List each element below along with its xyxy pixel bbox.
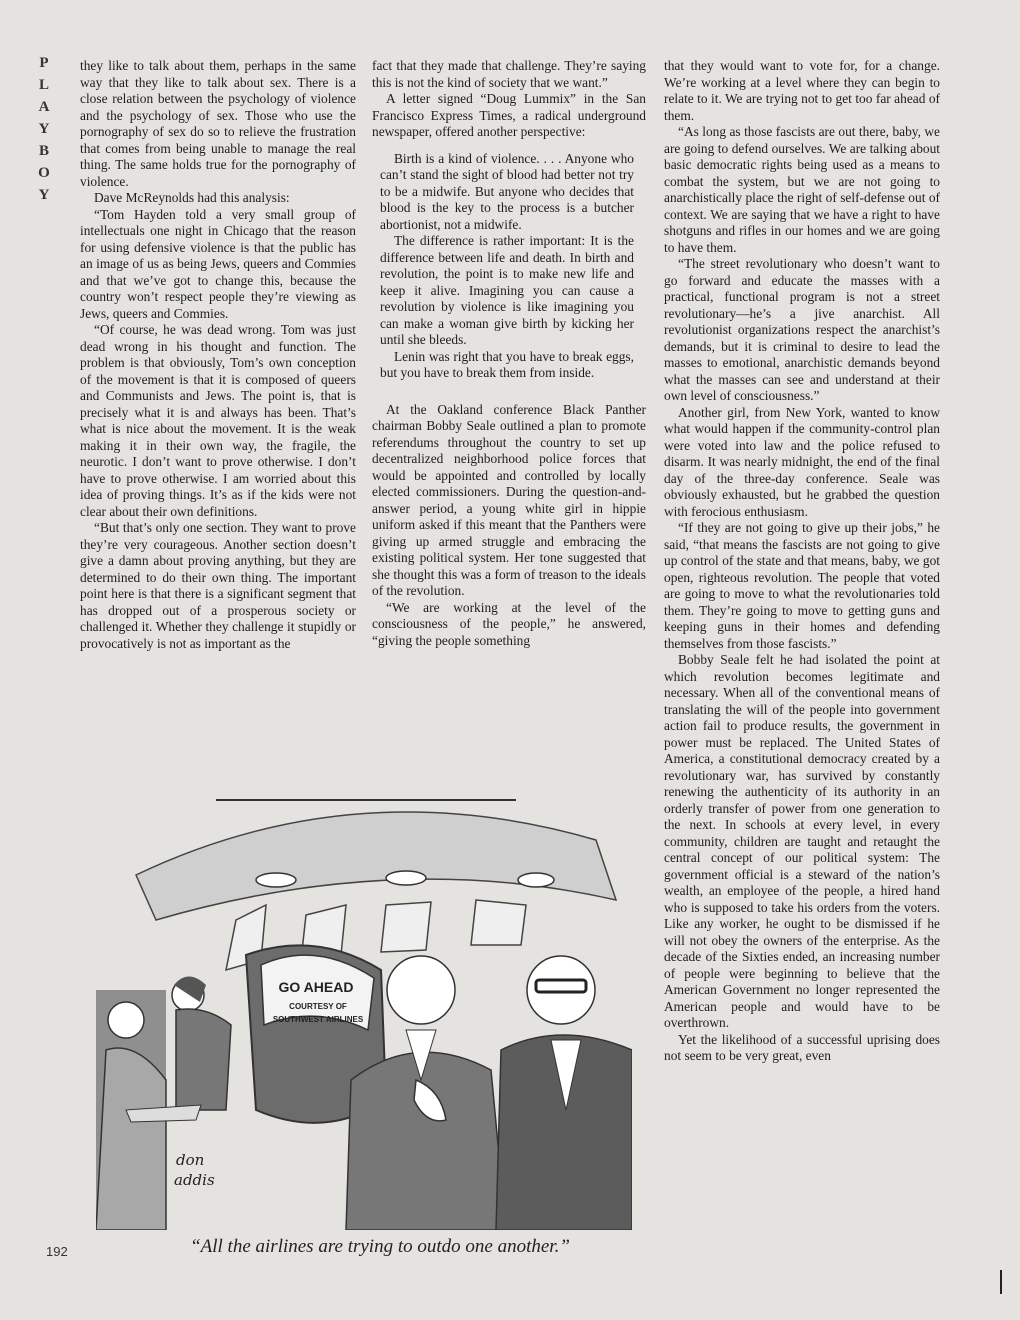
paragraph: they like to talk about them, perhaps in the same way that they like to talk about sex. There is a close relation between the psychology of violence and the psychology of sex. Those who use the pornography of sex do so to relieve the frustration that comes from being unable to manage the real thing. The same holds true for the pornography of violence. <box>80 58 356 189</box>
paragraph: “If they are not going to give up their jobs,” he said, “that means the fascists are not going to give up control of the state and that means, baby, we got open, righteous revolution. The people that voted are going to move to what the revolutionaries told them. They’re going to move to getting guns and keeping guns in their homes and defending themselves from those fascists.” <box>664 520 940 651</box>
paragraph: Yet the likelihood of a successful uprising does not seem to be very great, even <box>664 1031 940 1063</box>
paragraph: that they would want to vote for, for a change. We’re working at a level where they can begin to relate to it. We are trying not to get too far ahead of them. <box>664 58 940 123</box>
magazine-letter: O <box>38 165 50 181</box>
cartoon-illustration <box>96 780 632 1230</box>
margin-mark <box>1000 1270 1002 1294</box>
quote-paragraph: Birth is a kind of violence. . . . Anyone who can’t stand the sight of blood had better not try to be a midwife. But anyone who decides that blood is the key to the process is a butcher abortionist, not a midwife. <box>380 150 634 232</box>
sign-text: GO AHEAD <box>278 979 354 995</box>
magazine-letter: L <box>38 77 49 93</box>
paragraph: “But that’s only one section. They want to prove they’re very courageous. Another section doesn’t give a damn about proving anything, but they are determined to do their own thing. The important point here is that there is a significant segment that has dropped out of a prosperous society or challenged it. Whether they challenge it stupidly or provocatively is not as important as the <box>80 520 356 651</box>
paragraph: “Tom Hayden told a very small group of intellectuals one night in Chicago that the reason for using defensive violence is that the public has an image of us as being Jews, queers and Commies and that we’ve got to change this, because the country won’t respect people they’re viewing as Jews, queers and Commies. <box>80 206 356 321</box>
paragraph: “We are working at the level of the consciousness of the people,” he answered, “giving the people something <box>372 599 646 648</box>
quote-paragraph: Lenin was right that you have to break eggs, but you have to break them from inside. <box>380 348 634 380</box>
paragraph: Another girl, from New York, wanted to know what would happen if the community-control plan were voted into law and the police refused to disarm. It was nearly midnight, the end of the final day of the three-day conference. Seale was obviously exhausted, but he grabbed the question with ferocious enthusiasm. <box>664 404 940 519</box>
text-column-1 <box>80 58 356 652</box>
artist-signature: addis <box>174 1171 215 1189</box>
magazine-letter: P <box>39 55 49 71</box>
artist-signature: don <box>176 1151 205 1169</box>
text-column-3 <box>664 58 940 1065</box>
magazine-letter: Y <box>38 187 50 203</box>
paragraph: A letter signed “Doug Lummix” in the San Francisco Express Times, a radical underground newspaper, offered another perspective: <box>372 91 646 139</box>
magazine-letter: Y <box>38 121 50 137</box>
paragraph: “As long as those fascists are out there, baby, we are going to defend ourselves. We are talking about basic democratic rights being used as a means to combat the system, but we are not going to anarchistically place the right of self-defense out of context. We are saying that we have a right to have shotguns and rifles in our homes and we are going to have them. <box>664 124 940 255</box>
section-break <box>372 388 646 402</box>
paragraph: At the Oakland conference Black Panther chairman Bobby Seale outlined a plan to promote referendums throughout the country to set up decentralized neighborhood police forces that would be appointed and controlled by locally elected commissioners. During the question-and-answer period, a young white girl in hippie uniform asked if this meant that the Panthers were giving up armed struggle and embracing the existing political system. Her tone suggested that she thought this was a form of treason to the ideals of the revolution. <box>372 401 646 598</box>
quote-paragraph: The difference is rather important: It is the difference between life and death. In birth and revolution, the point is to make new life and keep it alive. Imagining you can cause a revolution by violence is like imagining you can make a woman give birth by kicking her until she bleeds. <box>380 233 634 347</box>
sign-text: COURTESY OF <box>289 1002 347 1011</box>
paragraph: fact that they made that challenge. They’re saying this is not the kind of society that we want.” <box>372 58 646 90</box>
page-number: 192 <box>46 1244 68 1259</box>
paragraph: “The street revolutionary who doesn’t want to go forward and educate the masses with a practical, functional program is not a street revolutionary—he’s a jive anarchist. All revolutionist organizations respect the anarchist’s demands, but it is criminal to desire to lead the masses to emotional, anarchistic demands beyond what the masses can see and understand at their own level of consciousness.” <box>664 256 940 403</box>
sign-text: SOUTHWEST AIRLINES <box>272 1015 364 1024</box>
block-quote <box>380 151 634 382</box>
paragraph: Dave McReynolds had this analysis: <box>94 190 290 205</box>
magazine-name-vertical <box>34 52 54 206</box>
paragraph: Bobby Seale felt he had isolated the point at which revolution becomes legitimate and necessary. When all of the conventional means of translating the will of the people into government action fail to produce results, the government in power must be replaced. The United States of America, a constitutional democracy created by a revolutionary war, has survived by constantly renewing the authenticity of its authority in an orderly transfer of power from one generation to the next. In schools at every level, in every community, children are taught and retaught the central concept of our political system: The government official is a steward of the nation’s wealth, an employee of the people, a hired hand who is supposed to take his orders from the voters. Like any worker, he ought to be dismissed if he will not obey the owners of the enterprise. As the decade of the Sixties ended, an increasing number of people were beginning to believe that the American Government no longer represented the American people and would have to be overthrown. <box>664 652 940 1030</box>
text-column-2 <box>372 58 646 649</box>
magazine-letter: A <box>38 99 50 115</box>
paragraph: “Of course, he was dead wrong. Tom was just dead wrong in his thought and function. The problem is that obviously, Tom’s own conception of the movement is that it is composed of queers and Communists and Jews. The point is, that is precisely what it is and always has been. That’s what is nice about the movement. It is the weak making it in their own way, the fragile, the neurotic. I don’t want to prove otherwise. I don’t have to prove otherwise. I am worried about this idea of proving things. It’s as if the kids were not clear about their own definitions. <box>80 322 356 519</box>
cartoon-caption: “All the airlines are trying to outdo one another.” <box>190 1236 570 1257</box>
magazine-letter: B <box>38 143 49 159</box>
